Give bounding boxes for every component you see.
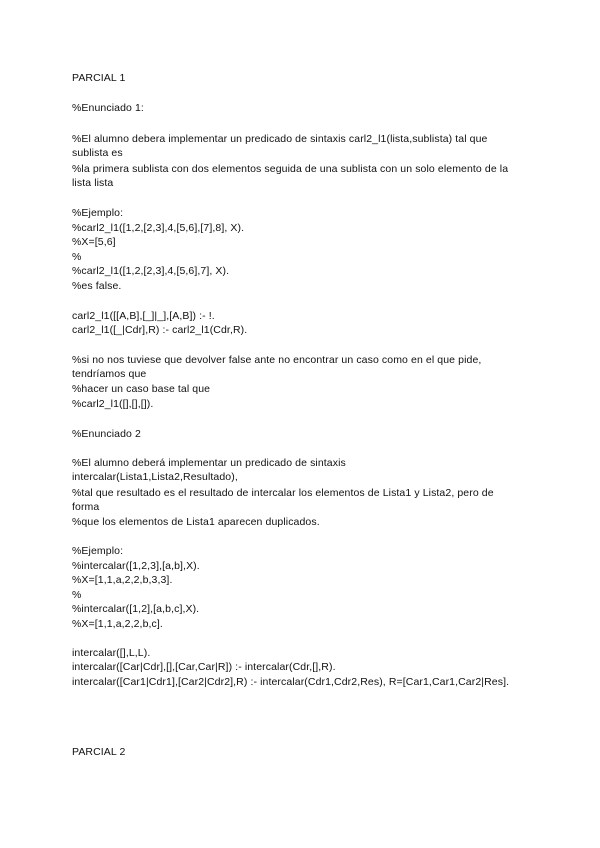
comment-enunciado-1: %Enunciado 1:: [72, 102, 144, 114]
text-line: %la primera sublista con dos elementos seguida de una sublista con un solo elemento de la: [72, 163, 509, 175]
code-line: %intercalar([1,2],[a,b,c],X).: [72, 603, 200, 615]
text-line: lista lista: [72, 177, 114, 189]
text-line: %que los elementos de Lista1 aparecen duplicados.: [72, 516, 320, 528]
code-line: %: [72, 589, 82, 601]
code-line: %carl2_l1([1,2,[2,3],4,[5,6],7], X).: [72, 265, 230, 277]
code-line: %carl2_l1([1,2,[2,3],4,[5,6],[7],8], X).: [72, 222, 245, 234]
code-line: intercalar([],L,L).: [72, 647, 151, 659]
comment-ejemplo: %Ejemplo:: [72, 545, 124, 557]
comment-enunciado-2: %Enunciado 2: [72, 428, 141, 440]
text-line: %El alumno deberá implementar un predicado de sintaxis: [72, 457, 346, 469]
code-line: intercalar([Car|Cdr],[],[Car,Car|R]) :- intercalar(Cdr,[],R).: [72, 661, 336, 673]
code-line: %intercalar([1,2,3],[a,b],X).: [72, 560, 200, 572]
code-line: %es false.: [72, 280, 122, 292]
code-line: %: [72, 251, 82, 263]
text-line: %El alumno debera implementar un predicado de sintaxis carl2_l1(lista,sublista) tal que: [72, 133, 488, 145]
text-line: intercalar(Lista1,Lista2,Resultado),: [72, 471, 238, 483]
code-line: intercalar([Car1|Cdr1],[Car2|Cdr2],R) :- intercalar(Cdr1,Cdr2,Res), R=[Car1,Car1,Car2|Res].: [72, 676, 510, 688]
code-line: %X=[1,1,a,2,2,b,c].: [72, 618, 163, 630]
text-line: %si no nos tuviese que devolver false ante no encontrar un caso como en el que pide,: [72, 354, 482, 366]
text-line: %hacer un caso base tal que: [72, 383, 211, 395]
comment-ejemplo: %Ejemplo:: [72, 207, 124, 219]
code-line: %X=[1,1,a,2,2,b,3,3].: [72, 574, 173, 586]
heading-parcial-2: PARCIAL 2: [72, 746, 126, 758]
text-line: forma: [72, 501, 100, 513]
text-line: %tal que resultado es el resultado de intercalar los elementos de Lista1 y Lista2, pero de: [72, 487, 494, 499]
heading-parcial-1: PARCIAL 1: [72, 72, 126, 84]
code-line: carl2_l1([_|Cdr],R) :- carl2_l1(Cdr,R).: [72, 324, 248, 336]
code-line: %X=[5,6]: [72, 236, 116, 248]
text-line: sublista es: [72, 147, 123, 159]
code-line: %carl2_l1([],[],[]).: [72, 398, 154, 410]
code-line: carl2_l1([[A,B],[_]|_],[A,B]) :- !.: [72, 310, 215, 322]
text-line: tendríamos que: [72, 368, 147, 380]
